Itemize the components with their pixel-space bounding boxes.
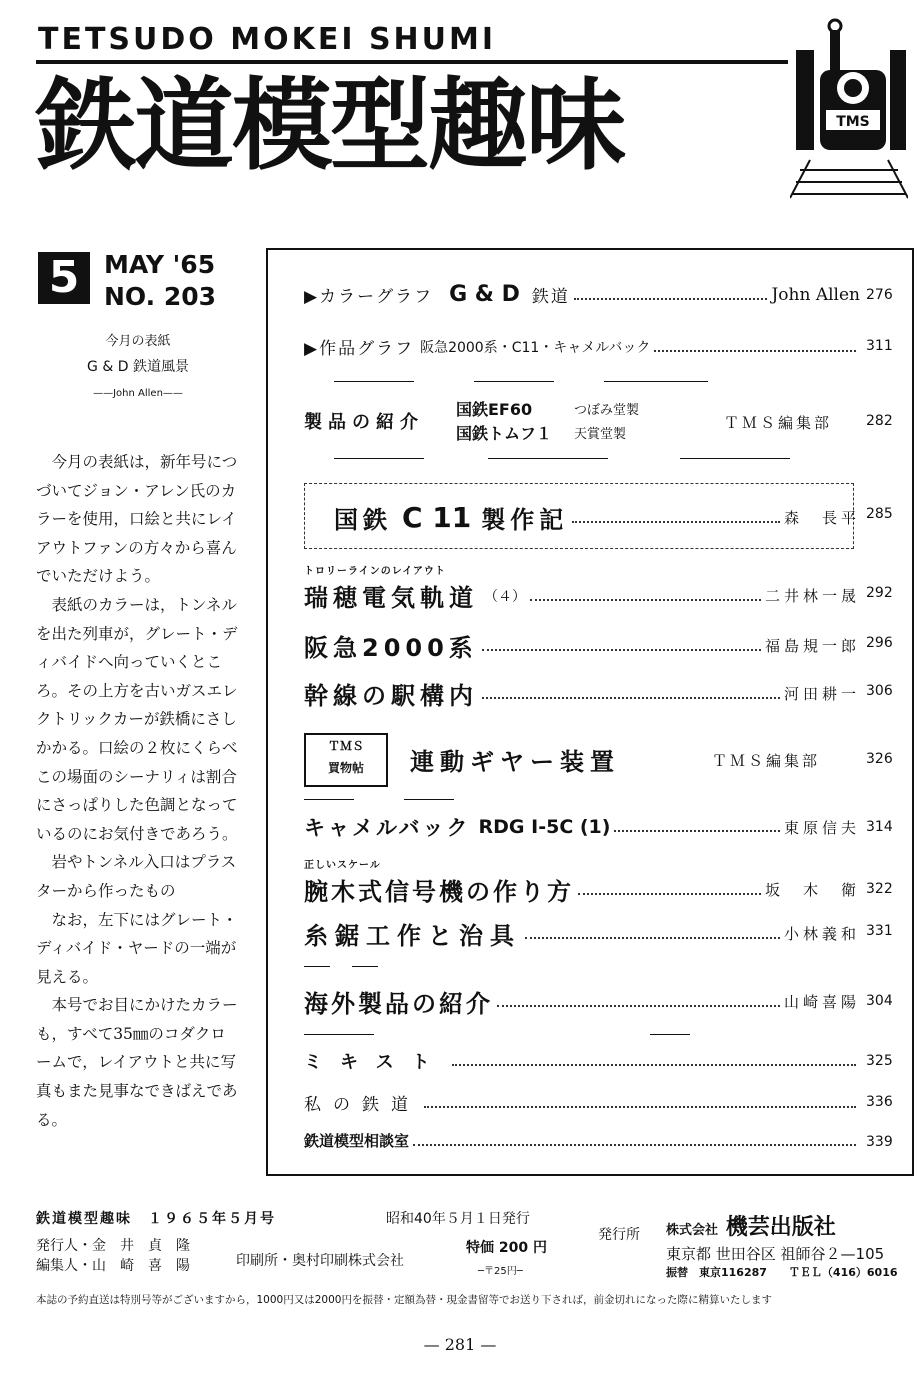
footer-pub-label: 発行所: [598, 1227, 640, 1243]
toc-subtitle: 天賞堂製: [574, 427, 627, 442]
footer-publisher: [666, 1210, 836, 1241]
cover-title: G & D 鉄道風景: [87, 359, 189, 375]
leader-dots: [614, 830, 780, 832]
toc-title: 瑞穂電気軌道: [304, 584, 478, 612]
toc-row[interactable]: [304, 872, 860, 907]
toc-page: 282: [866, 413, 893, 429]
badge-line: ＴＭＳ: [327, 739, 364, 753]
toc-page: 314: [866, 819, 893, 835]
toc-title: 阪急2000系・C11・キャメルバック: [420, 339, 651, 356]
toc-author: 福島規一郎: [764, 637, 860, 655]
toc-page: 311: [866, 338, 893, 354]
toc-title: 糸鋸工作と治具: [304, 922, 521, 950]
toc-title: 製作記: [481, 506, 569, 534]
publisher-name-main: 機芸出版社: [725, 1215, 836, 1240]
page-number: — 281 —: [423, 1335, 497, 1354]
separator: [488, 458, 608, 459]
masthead-title-jp: 鉄道模型趣味: [36, 67, 624, 184]
separator: [304, 1034, 374, 1035]
toc-row[interactable]: [304, 578, 860, 613]
toc-page: 331: [866, 923, 893, 939]
toc-title[interactable]: 製品の紹介: [304, 412, 424, 433]
cover-credit: ——John Allen——: [93, 388, 183, 399]
toc-title: 私の鉄道: [304, 1095, 420, 1115]
toc-page: 276: [866, 287, 893, 303]
toc-row[interactable]: [304, 676, 860, 711]
cover-label: 今月の表紙: [105, 334, 171, 349]
separator: [604, 381, 708, 382]
toc-title: 腕木式信号機の作り方: [304, 878, 574, 906]
toc-author: ＴＭＳ編集部: [712, 752, 821, 770]
toc-row[interactable]: [304, 628, 860, 663]
toc-kicker: 正しいスケール: [304, 860, 381, 871]
toc-title: 国鉄: [334, 506, 392, 534]
tms-shopping-badge: [304, 733, 388, 787]
footer-staff: [36, 1236, 190, 1276]
toc-row[interactable]: [304, 1130, 860, 1151]
toc-page: 296: [866, 635, 893, 651]
cover-paragraph: 今月の表紙は，新年号につづいてジョン・アレン氏のカラーを使用，口絵と共にレイアウトファンの方々から喜んでいただけよう。: [36, 453, 238, 586]
toc-title: ▶作品グラフ: [304, 339, 415, 359]
toc-page: 336: [866, 1094, 893, 1110]
leader-dots: [452, 1064, 856, 1066]
toc-row[interactable]: [334, 500, 860, 535]
toc-author: 坂 木 衛: [764, 881, 860, 899]
toc-row[interactable]: [304, 916, 860, 951]
leader-dots: [574, 298, 768, 300]
leader-dots: [482, 697, 780, 699]
cover-paragraph: 表紙のカラーは，トンネルを出た列車が，グレート・ディバイドへ向っていくところ。その上方を古いガスエレクトリックカーが鉄橋にさしかかる。口絵の２枚にくらべこの場面のシーナリィは割合にさっぱりした色調となっているのにお気付きであろう。: [36, 595, 238, 843]
separator: [650, 1034, 690, 1035]
separator: [334, 458, 424, 459]
toc-page: 339: [866, 1134, 893, 1150]
leader-dots: [482, 649, 761, 651]
footer-printer: 印刷所・奥村印刷株式会社: [236, 1253, 404, 1269]
toc-row[interactable]: [304, 334, 860, 359]
masthead-title-en: TETSUDO MOKEI SHUMI: [38, 22, 497, 57]
separator: [404, 799, 454, 800]
toc-author: ＴＭＳ編集部: [724, 414, 833, 432]
toc-title: ▶カラーグラフ: [304, 287, 434, 307]
badge-line: 買物帖: [327, 761, 364, 775]
separator: [304, 966, 330, 967]
toc-subtitle: つぼみ堂製: [574, 403, 640, 418]
toc-page: 304: [866, 993, 893, 1009]
toc-title[interactable]: 連動ギヤー装置: [410, 748, 620, 776]
cover-paragraph: 岩やトンネル入口はプラスターから作ったもの: [36, 853, 237, 900]
leader-dots: [525, 937, 780, 939]
cover-paragraph: 本号でお目にかけたカラーも，すべて35㎜のコダクロームで，レイアウトと共に写真もまた見事なできばえである。: [36, 996, 238, 1129]
toc-page: 292: [866, 585, 893, 601]
toc-subtitle: 国鉄トムフ１: [456, 424, 553, 443]
footer-magazine: 鉄道模型趣味 １９６５年５月号: [36, 1211, 276, 1227]
toc-page: 285: [866, 506, 893, 522]
leader-dots: [413, 1144, 856, 1146]
toc-title: （４）: [484, 588, 526, 605]
toc-page: 326: [866, 751, 893, 767]
svg-text:TMS: TMS: [836, 114, 870, 130]
toc-author: 森 長平: [783, 509, 860, 527]
leader-dots: [424, 1106, 856, 1108]
toc-title: 鉄道: [531, 287, 570, 307]
toc-title: 鉄道模型相談室: [304, 1132, 410, 1150]
toc-author: 山崎喜陽: [783, 993, 860, 1011]
issue-no: NO. 203: [104, 282, 217, 311]
leader-dots: [578, 893, 761, 895]
footer-date: 昭和40年５月１日発行: [386, 1211, 530, 1227]
separator: [680, 458, 790, 459]
footer-postage: ─〒25円─: [478, 1266, 523, 1277]
toc-page: 306: [866, 683, 893, 699]
publisher-name: 発行人・金 井 貞 隆: [36, 1238, 190, 1254]
leader-dots: [654, 350, 856, 352]
toc-top-rule: [266, 248, 914, 250]
cover-paragraph: なお，左下にはグレート・ディバイド・ヤードの一端が見える。: [36, 910, 238, 986]
toc-kicker: トロリーラインのレイアウト: [304, 566, 446, 577]
issue-date: MAY '65: [104, 250, 216, 279]
toc-frame: [266, 248, 914, 1176]
footer-account: 振替 東京116287 ＴＥＬ（416）6016: [666, 1266, 898, 1279]
toc-title: 幹線の駅構内: [304, 682, 478, 710]
toc-row[interactable]: [304, 812, 860, 842]
footer-price: 特価 200 円: [466, 1240, 547, 1256]
toc-row[interactable]: [304, 282, 860, 307]
leader-dots: [530, 599, 761, 601]
toc-title: キャメルバック: [304, 816, 471, 840]
toc-title: ミキスト: [304, 1052, 448, 1073]
editor-name: 編集人・山 崎 喜 陽: [36, 1258, 190, 1274]
locomotive-illustration: [790, 10, 908, 200]
separator: [304, 799, 354, 800]
toc-row[interactable]: [304, 1048, 860, 1074]
separator: [352, 966, 378, 967]
footer-address: 東京都 世田谷区 祖師谷２—105: [666, 1245, 885, 1263]
separator: [474, 381, 554, 382]
footer-note: 本誌の予約直送は特別号等がございますから，1000円又は2000円を振替・定額為替・現金書留等でお送り下されば，前金切れになった際に精算いたします: [36, 1294, 772, 1306]
toc-author: 小林義和: [783, 925, 860, 943]
toc-row[interactable]: [304, 984, 860, 1019]
toc-title: RDG I-5C (1): [478, 816, 611, 838]
toc-title: 海外製品の紹介: [304, 990, 493, 1018]
toc-page: 322: [866, 881, 893, 897]
toc-author: 河田耕一: [783, 685, 860, 703]
leader-dots: [497, 1005, 780, 1007]
toc-title: C 11: [402, 501, 472, 534]
cover-description: [36, 448, 238, 1134]
toc-author: 東原信夫: [783, 818, 860, 837]
toc-title: G & D: [449, 282, 520, 307]
masthead-rule: [36, 60, 788, 64]
issue-number-badge: 5: [38, 252, 90, 304]
separator: [334, 381, 414, 382]
toc-subtitle: 国鉄EF60: [456, 400, 533, 419]
toc-row[interactable]: [304, 1090, 860, 1115]
toc-title: 阪急2000系: [304, 634, 478, 662]
toc-author: John Allen: [771, 284, 860, 305]
toc-author: 二井林一晟: [764, 587, 860, 605]
publisher-prefix: 株式会社: [666, 1223, 719, 1238]
leader-dots: [572, 521, 780, 523]
toc-page: 325: [866, 1053, 893, 1069]
